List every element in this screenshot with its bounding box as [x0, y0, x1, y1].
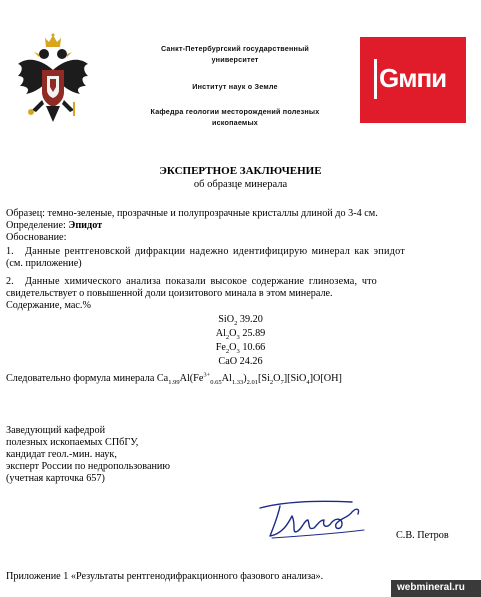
signatory-line1: Заведующий кафедрой — [6, 425, 106, 436]
item2-number: 2. — [6, 276, 14, 287]
oxide-cao-value: 24.26 — [239, 356, 263, 367]
signatory-line2: полезных ископаемых СПбГУ, — [6, 437, 139, 448]
gmpi-logo-text: Gмпи — [379, 63, 447, 93]
appendix-line: Приложение 1 «Результаты рентгенодифракционного фазового анализа». — [6, 571, 324, 582]
oxide-fe2o3 — [0, 342, 481, 354]
department-name-line1: Кафедра геологии месторождений полезных — [150, 107, 320, 116]
oxide-sio2-value: 39.20 — [239, 314, 263, 325]
definition-value: Эпидот — [68, 220, 103, 231]
formula-line — [6, 373, 342, 385]
watermark-badge — [391, 580, 481, 597]
item2-text: Данные химического анализа показали высокое содержание глинозема, что — [25, 276, 377, 287]
university-name-line2: университет — [211, 55, 259, 64]
university-name-line1: Санкт-Петербургский государственный — [160, 44, 310, 53]
oxide-al2o3-formula: $Al_2O_3$ — [215, 328, 240, 342]
oxide-cao — [0, 356, 481, 368]
signatory-line3: кандидат геол.-мин. наук, — [6, 449, 117, 460]
watermark-text: webmineral.ru — [397, 582, 465, 593]
oxide-sio2 — [0, 314, 481, 326]
item1-line2: (см. приложение) — [6, 258, 82, 269]
institute-name: Институт наук о Земле — [192, 82, 278, 91]
item1-line1 — [6, 246, 473, 258]
gmpi-logo-inner — [374, 59, 459, 99]
item2-line2: свидетельствует о повышенной доли цоизитового минала в этом минерале. — [6, 288, 333, 299]
signatory-line5: (учетная карточка 657) — [6, 473, 105, 484]
document-title: ЭКСПЕРТНОЕ ЗАКЛЮЧЕНИЕ — [159, 165, 322, 177]
signatory-line4: эксперт России по недропользованию — [6, 461, 170, 472]
oxide-al2o3 — [0, 328, 481, 340]
oxide-cao-formula: CaO — [218, 356, 238, 367]
department-name-line2: ископаемых — [211, 118, 258, 127]
item1-text: Данные рентгеновской дифракции надежно идентифицирую минерал как эпидот — [25, 246, 406, 257]
definition-line — [6, 220, 102, 232]
mineral-formula: $Ca_{1.99}Al(Fe^{3+}_{0.65}Al_{1.33})_{2.01}[Si_2O_7][SiO_4]O[OH]$ — [156, 371, 342, 387]
item2-line1 — [6, 276, 473, 288]
justification-label: Обоснование: — [6, 232, 67, 243]
oxide-sio2-formula: SiO$_2$ — [218, 314, 238, 328]
document-subtitle: об образце минерала — [193, 179, 288, 190]
oxide-fe2o3-value: 10.66 — [242, 342, 266, 353]
item1-number: 1. — [6, 246, 14, 257]
gmpi-logo — [360, 37, 466, 123]
definition-label: Определение: — [6, 220, 66, 231]
oxide-al2o3-value: 25.89 — [242, 328, 266, 339]
oxide-fe2o3-formula: $Fe_2O_3$ — [215, 342, 240, 356]
formula-prefix: Следовательно формула минерала — [6, 373, 155, 384]
university-emblem — [14, 30, 92, 125]
content-label: Содержание, мас.% — [6, 300, 91, 311]
signature — [252, 494, 382, 544]
sample-description: Образец: темно-зеленые, прозрачные и полупрозрачные кристаллы длиной до 3-4 см. — [6, 208, 378, 219]
signer-name: С.В. Петров — [396, 530, 449, 541]
